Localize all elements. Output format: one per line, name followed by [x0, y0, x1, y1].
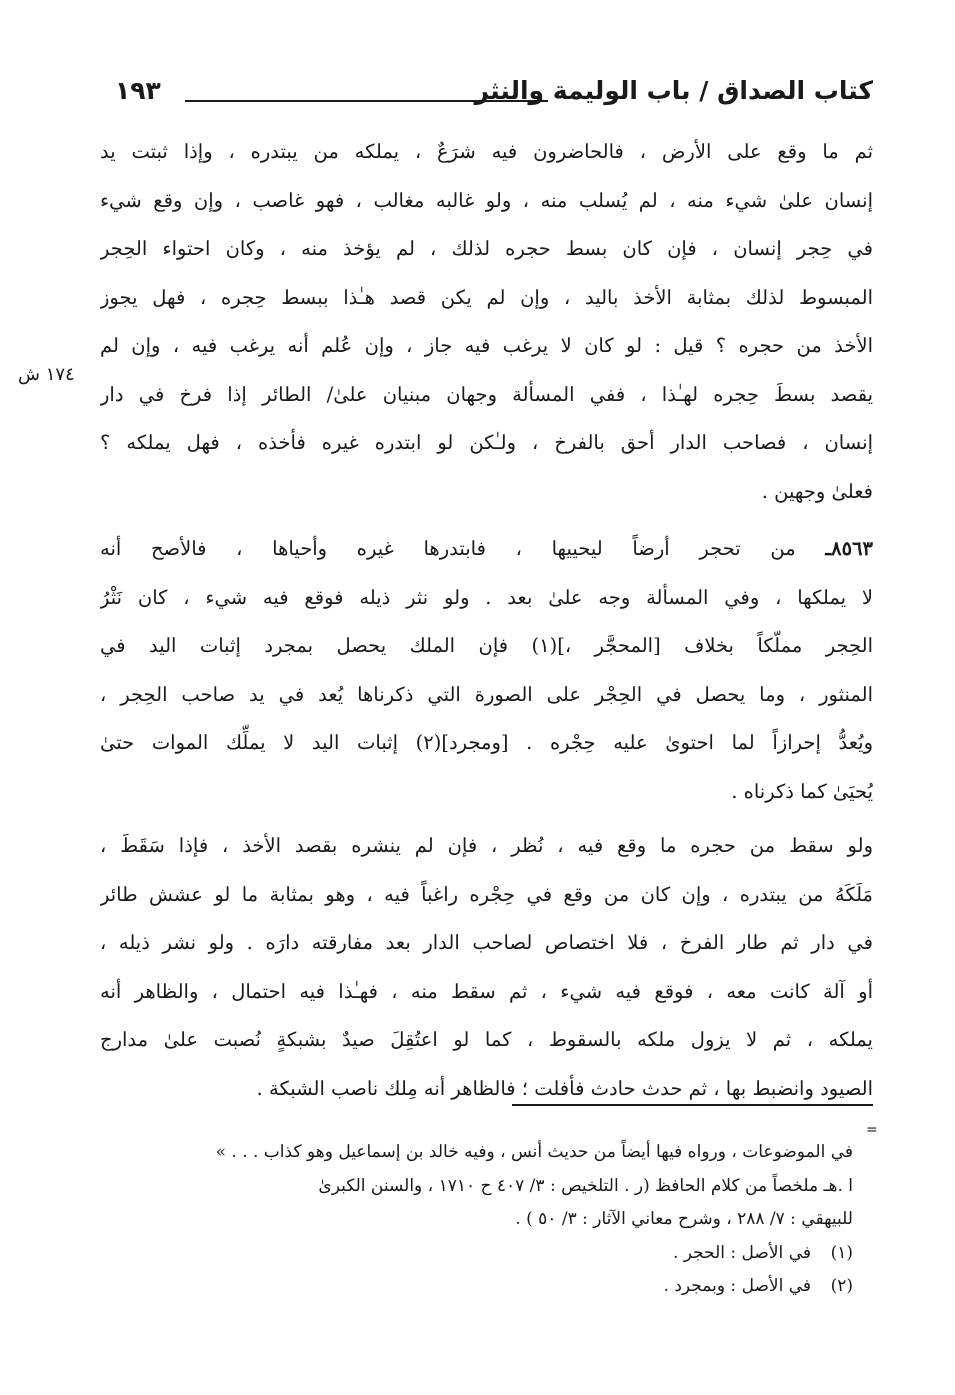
paragraph-2: [100, 525, 873, 816]
text-line: إنسان علىٰ شيء منه ، لم يُسلب منه ، ولو غالبه مغالب ، فهو غاصب ، وإن وقع شيء: [100, 188, 873, 212]
page-number: ١٩٣: [115, 76, 161, 105]
footnote-line: للبيهقي : ٧/ ٢٨٨ ، وشرح معاني الآثار : ٣/ ٥٠ ) .: [515, 1209, 853, 1229]
footnote-line: في الموضوعات ، ورواه فيها أيضاً من حديث أنس ، وفيه خالد بن إسماعيل وهو كذاب . . . »: [215, 1142, 853, 1162]
text-line: المنثور ، وما يحصل في الحِجْر على الصورة التي ذكرناها يُعد في يد صاحب الحِجر ،: [100, 682, 873, 706]
text-line: الحِجر مملّكاً بخلاف [المحجَّر ،](١) فإن الملك يحصل بمجرد إثبات اليد في: [100, 634, 873, 657]
footnote-continuation-mark: =: [866, 1122, 878, 1138]
text-line: ولو سقط من حجره ما وقع فيه ، نُظر ، فإن لم ينشره بقصد الأخذ ، فإذا سَقَطَ ،: [100, 834, 873, 857]
text-line: يملكه ، ثم لا يزول ملكه بالسقوط ، كما لو اعتُقِلَ صيدٌ بشبكةٍ نُصبت علىٰ مدارج: [100, 1028, 873, 1051]
footnote-1: [90, 1237, 853, 1271]
header-rule: [185, 100, 548, 102]
text-line: في حِجر إنسان ، فإن كان بسط حجره لذلك ، لم يؤخذ منه ، وكان احتواء الحِجر: [100, 237, 873, 260]
text-line: الأخذ من حجره ؟ قيل : لو كان لا يرغب فيه جاز ، وإن عُلم أنه يرغب فيه ، وإن لم: [100, 334, 873, 357]
text-line: المبسوط لذلك بمثابة الأخذ باليد ، وإن لم يكن قصد هـٰذا ببسط حِجره ، فهل يجوز: [100, 285, 873, 309]
paragraph-3: [100, 822, 873, 1113]
text-line: أو آلة كانت معه ، فوقع فيه شيء ، ثم سقط منه ، فهـٰذا فيه احتمال ، والظاهر أنه: [100, 979, 873, 1003]
footnote-2: [90, 1270, 853, 1304]
margin-folio-note: ١٧٤ ش: [18, 364, 75, 385]
issue-number: ٨٥٦٣ـ: [825, 537, 873, 560]
footnote-number: (٢): [830, 1276, 853, 1296]
header-title: كتاب الصداق / باب الوليمة والنثر: [474, 76, 873, 105]
text-line: فعلىٰ وجهين .: [761, 479, 873, 503]
text-line: يقصد بسطَ حِجره لهـٰذا ، ففي المسألة وجهان مبنيان علىٰ/ الطائر إذا فرخ في دار: [100, 382, 873, 406]
footnotes: [90, 1136, 853, 1304]
footnote-text: في الأصل : الحجر .: [672, 1242, 811, 1263]
text-line: في دار ثم طار الفرخ ، فلا اختصاص لصاحب الدار بعد مفارقته دارَه . ولو نشر ذيله ،: [100, 931, 873, 954]
text-span: من تحجر أرضاً ليحييها ، فابتدرها غيره وأحياها ، فالأصح أنه: [100, 537, 796, 560]
running-header: [115, 74, 873, 122]
paragraph-1: [100, 128, 873, 516]
text-line: لا يملكها ، وفي المسألة وجه علىٰ بعد . ولو نثر ذيله فوقع فيه شيء ، كان نَثْرُ: [100, 585, 873, 609]
footnote-number: (١): [830, 1242, 853, 1263]
footnote-line: ا .هـ ملخصاً من كلام الحافظ (ر . التلخيص : ٣/ ٤٠٧ ح ١٧١٠ ، والسنن الكبرىٰ: [318, 1175, 853, 1196]
footnote-separator: [512, 1104, 873, 1106]
text-line: يُحيَىٰ كما ذكرناه .: [731, 779, 873, 803]
text-line: مَلَكَهُ من يبتدره ، وإن كان من وقع في حِجْره راغباً فيه ، وهو بمثابة ما لو عشش طائر: [100, 882, 873, 906]
footnote-text: في الأصل : وبمجرد .: [663, 1276, 811, 1296]
text-line: ويُعدُّ إحرازاً لما احتوىٰ عليه حِجْره . [ومجرد](٢) إثبات اليد لا يملِّك الموات حتىٰ: [100, 731, 873, 754]
text-line: ثم ما وقع على الأرض ، فالحاضرون فيه شرَعٌ ، يملكه من يبتدره ، وإذا ثبتت يد: [100, 140, 873, 163]
text-line: إنسان ، فصاحب الدار أحق بالفرخ ، ولـٰكن لو ابتدره غيره فأخذه ، فهل يملكه ؟: [100, 431, 873, 454]
text-line: [100, 525, 873, 574]
text-line: الصيود وانضبط بها ، ثم حدث حادث فأفلت ؛ فالظاهر أنه مِلك ناصب الشبكة .: [256, 1076, 873, 1100]
